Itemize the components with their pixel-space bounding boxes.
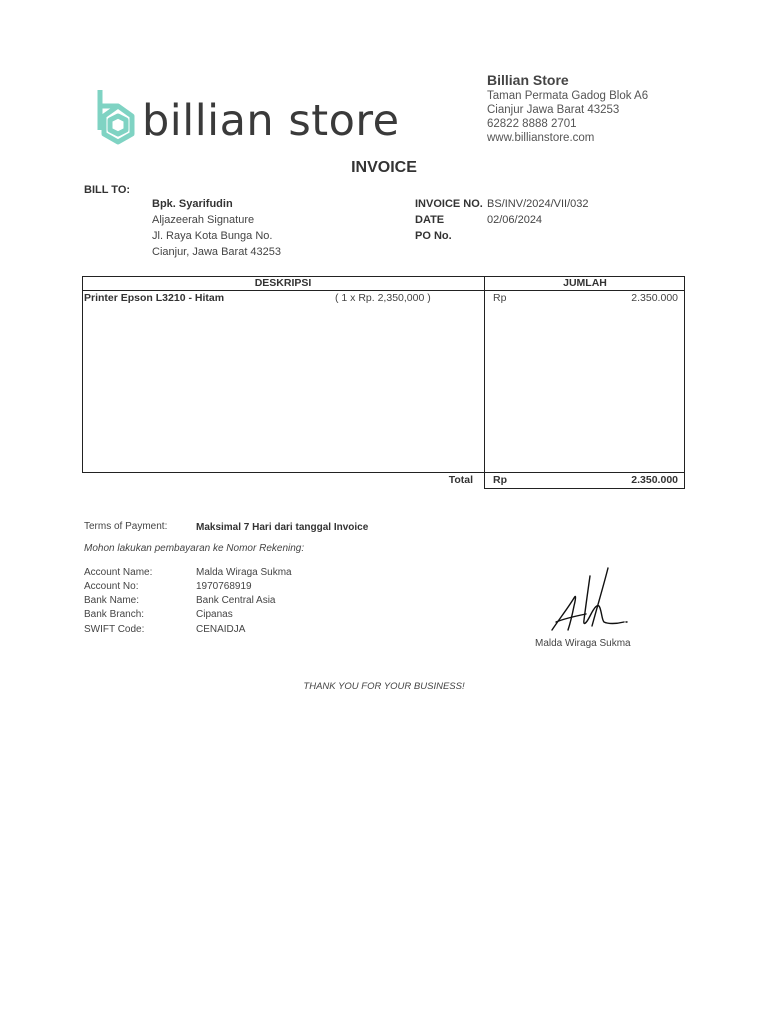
brand-logo-text: billian store bbox=[142, 96, 400, 146]
items-table bbox=[82, 276, 685, 473]
column-header-amount: JUMLAH bbox=[563, 277, 607, 289]
account-no-label: Account No: bbox=[84, 581, 139, 592]
column-header-description: DESKRIPSI bbox=[254, 277, 312, 289]
swift-value: CENAIDJA bbox=[196, 624, 246, 635]
store-address-line2: Cianjur Jawa Barat 43253 bbox=[487, 104, 620, 116]
payment-instruction: Mohon lakukan pembayaran ke Nomor Rekening: bbox=[84, 543, 305, 554]
bank-name-label: Bank Name: bbox=[84, 595, 140, 606]
bank-branch-value: Cipanas bbox=[196, 609, 233, 620]
item-qty-price: ( 1 x Rp. 2,350,000 ) bbox=[335, 292, 431, 304]
store-website: www.billianstore.com bbox=[487, 132, 595, 144]
store-address-line1: Taman Permata Gadog Blok A6 bbox=[487, 90, 649, 102]
customer-address-line1: Jl. Raya Kota Bunga No. bbox=[152, 230, 273, 242]
swift-label: SWIFT Code: bbox=[84, 624, 145, 635]
account-name-value: Malda Wiraga Sukma bbox=[196, 567, 292, 578]
store-phone: 62822 8888 2701 bbox=[487, 118, 577, 130]
account-no-value: 1970768919 bbox=[196, 581, 252, 592]
terms-label: Terms of Payment: bbox=[84, 521, 168, 532]
total-currency: Rp bbox=[493, 474, 507, 486]
item-description: Printer Epson L3210 - Hitam bbox=[84, 292, 225, 304]
invoice-no-label: INVOICE NO. bbox=[415, 198, 483, 210]
table-header-divider bbox=[82, 290, 685, 291]
customer-address-line2: Cianjur, Jawa Barat 43253 bbox=[152, 246, 282, 258]
invoice-title: INVOICE bbox=[351, 159, 417, 176]
po-label: PO No. bbox=[415, 230, 452, 242]
thank-you-note: THANK YOU FOR YOUR BUSINESS! bbox=[303, 681, 465, 692]
total-label: Total bbox=[448, 474, 473, 486]
terms-value: Maksimal 7 Hari dari tanggal Invoice bbox=[196, 522, 369, 533]
item-currency: Rp bbox=[493, 292, 507, 304]
date-value: 02/06/2024 bbox=[487, 214, 543, 226]
total-amount: 2.350.000 bbox=[631, 474, 678, 486]
table-column-divider bbox=[484, 276, 485, 489]
bank-name-value: Bank Central Asia bbox=[196, 595, 276, 606]
invoice-no-value: BS/INV/2024/VII/032 bbox=[487, 198, 589, 210]
customer-company: Aljazeerah Signature bbox=[152, 214, 255, 226]
date-label: DATE bbox=[415, 214, 445, 226]
item-amount: 2.350.000 bbox=[631, 292, 678, 304]
customer-name: Bpk. Syarifudin bbox=[152, 198, 233, 210]
bill-to-label: BILL TO: bbox=[84, 184, 131, 196]
store-name: Billian Store bbox=[487, 72, 569, 88]
signature-name: Malda Wiraga Sukma bbox=[535, 638, 631, 649]
account-name-label: Account Name: bbox=[84, 567, 153, 578]
bank-branch-label: Bank Branch: bbox=[84, 609, 145, 620]
billian-logo-icon bbox=[94, 86, 138, 148]
handwritten-signature bbox=[546, 564, 632, 638]
